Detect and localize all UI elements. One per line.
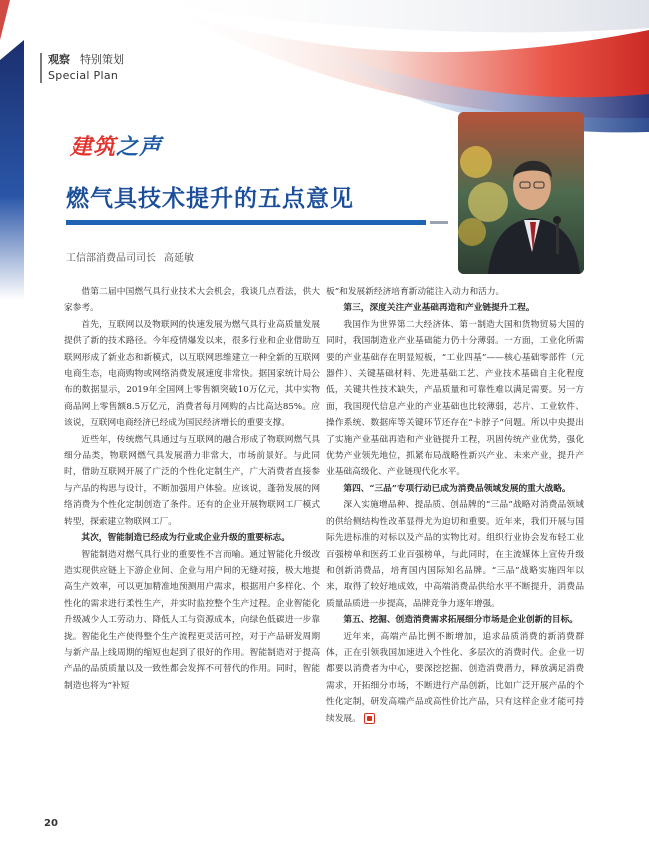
paragraph: 我国作为世界第二大经济体、第一制造大国和货物贸易大国的同时，我国制造业产业基础能力仍十分薄弱。一方面，工业化所需要的产业基础存在明显短板，“工业四基”——核心基础零部件（元器件）、关键基础材料、先进基础工艺、产业技术基础自主化程度低，关键共性技术缺失，产品质量和可靠性难以满足需要。另一方面，我国现代信息产业的产业基础也比较薄弱，芯片、工业软件、操作系统、数据库等关键环节还存在“卡脖子”问题。所以中央提出了实施产业基础再造和产业链提升工程，巩固传统产业优势，强化优势产业领先地位，抓紧布局战略性新兴产业、未来产业，提升产业基础高级化、产业链现代化水平。 bbox=[326, 319, 584, 478]
paragraph: 智能制造对燃气具行业的重要性不言而喻。通过智能化升级改造实现供应链上下游企业间、企业与用户间的无缝对接，极大地提高生产效率，可以更加精准地预测用户需求，根据用户多样化、个性化的需求进行柔性生产，并实时监控整个生产过程。企业智能化升级减少人工劳动力、降低人工与资源成本，向绿色低碳进一步靠拢。智能化生产使得整个生产流程更灵活可控，对于产品研发周期与新产品上线周期的缩短也起到了很好的作用。智能制造对于提高产品的品质质量以及一致性都会发挥不可替代的作用。同时，智能制造也将为“补短 bbox=[64, 549, 320, 691]
paragraph: 首先，互联网以及物联网的快速发展为燃气具行业高质量发展提供了新的技术路径。今年疫情爆发以来，很多行业和企业借助互联网形成了新业态和新模式，以互联网思维建立一种全新的互联网电商生态，电商购物或网络消费发展速度非常快。据国家统计局公布的数据显示，2019年全国网上零售额突破10万亿元，其中实物商品网上零售额8.5万亿元，消费者每月网购的占比高达85%。应该说，互联网电商经济已经成为国民经济增长的重要支撑。 bbox=[64, 319, 320, 429]
column-logo-part1: 建筑 bbox=[70, 135, 117, 160]
article-body-left-column bbox=[64, 284, 320, 694]
byline bbox=[66, 249, 194, 264]
column-logo-part2: 之声 bbox=[116, 135, 163, 160]
page-number: 20 bbox=[44, 818, 58, 829]
paragraph: 借第二届中国燃气具行业技术大会机会，我谈几点看法，供大家参考。 bbox=[64, 287, 320, 314]
article-title: 燃气具技术提升的五点意见 bbox=[66, 186, 354, 212]
section-heading-2: 其次，智能制造已经成为行业或企业升级的重要标志。 bbox=[81, 533, 290, 544]
author-photo bbox=[458, 112, 584, 274]
section-heading-5: 第五、挖掘、创造消费需求拓展细分市场是企业创新的目标。 bbox=[343, 615, 578, 626]
article-body-right-column bbox=[326, 284, 584, 727]
section-heading-4: 第四、“三品”专项行动已成为消费品领域发展的重大战略。 bbox=[343, 483, 571, 494]
paragraph-continued: 板”和发展新经济培育新动能注入动力和活力。 bbox=[326, 287, 505, 297]
section-nav-bar bbox=[40, 53, 42, 83]
paragraph: 近些年，传统燃气具通过与互联网的融合形成了物联网燃气具细分品类，物联网燃气具发展潜力非常大，市场前景好。与此同时，借助互联网开展了广泛的个性化定制生产，广大消费者直接参与产品的构思与设计，不断加强用户体验。应该说，蓬勃发展的网络消费为个性化定制创造了条件。还有的企业开展物联网工厂模式转型，探索建立物联网工厂。 bbox=[64, 434, 320, 527]
left-accent-decoration bbox=[0, 0, 28, 300]
paragraph: 深入实施增品种、提品质、创品牌的“三品”战略对消费品领域的供给侧结构性改革显得尤为迫切和重要。近年来，我们开展与国际先进标准的对标以及产品的实物比对。组织行业协会发布轻工业百强榜单和医药工业百强榜单，与此同时，在主流媒体上宣传升级和创新消费品，培育国内国际知名品牌。“三品”战略实施四年以来，取得了较好地成效，中高端消费品供给水平不断提升，消费品质量品质进一步提高，品牌竞争力逐年增强。 bbox=[326, 500, 584, 609]
byline-name: 高延敏 bbox=[164, 253, 194, 264]
paragraph-final: 近年来，高端产品比例不断增加，追求品质消费的新消费群体，正在引领我国加速进入个性化、多层次的消费时代。企业一切都要以消费者为中心，要深挖挖掘、创造消费潜力，释放满足消费需求，开拓细分市场，不断进行产品创新，比如广泛开展产品的个性化定制，研发高端产品或高性价比产品，只有这样企业才能可持续发展。 bbox=[326, 631, 584, 724]
section-nav bbox=[48, 51, 124, 82]
section-name: 观察 bbox=[48, 53, 70, 66]
column-name: 特别策划 bbox=[80, 53, 124, 66]
end-mark-icon bbox=[364, 713, 375, 724]
byline-org: 工信部消费品司司长 bbox=[66, 253, 156, 264]
section-heading-3: 第三，深度关注产业基础再造和产业链提升工程。 bbox=[343, 303, 535, 314]
title-underline bbox=[66, 220, 448, 225]
column-logo bbox=[70, 130, 162, 161]
section-name-en: Special Plan bbox=[48, 69, 119, 82]
